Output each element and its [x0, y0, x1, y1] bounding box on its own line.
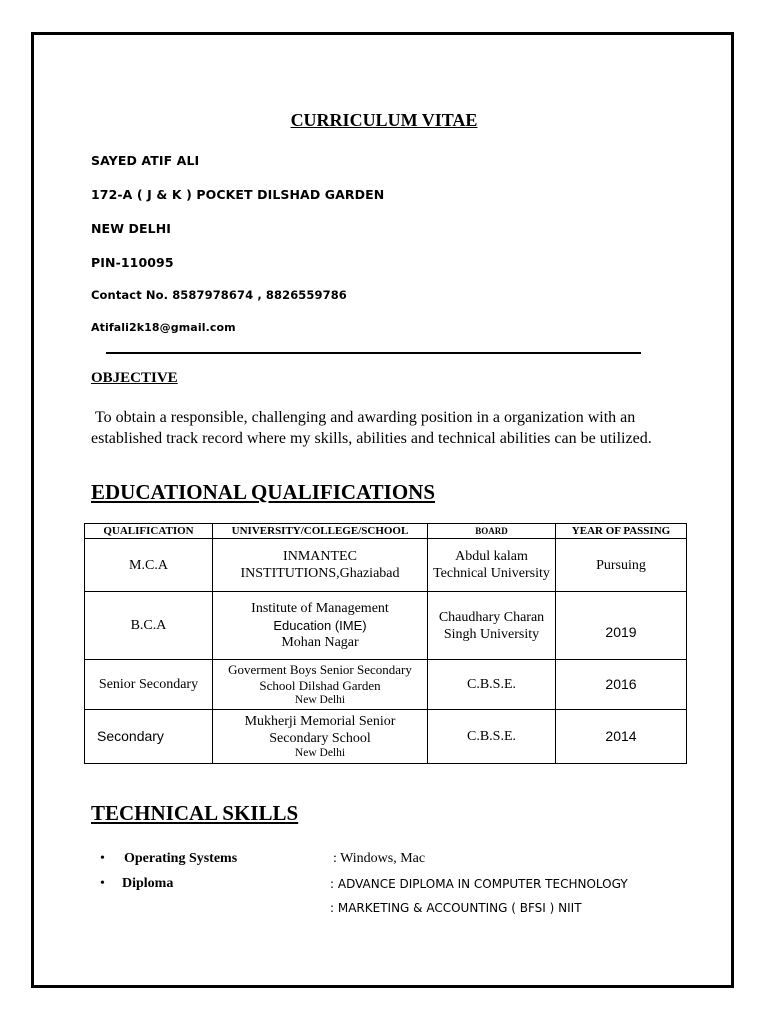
year-cell: 2014 [556, 710, 687, 764]
bullet-icon: • [100, 851, 105, 866]
skill-value: : MARKETING & ACCOUNTING ( BFSI ) NIIT [330, 901, 582, 915]
institution-line: Mohan Nagar [281, 635, 359, 650]
year-cell: 2019 [556, 592, 687, 660]
objective-text: To obtain a responsible, challenging and awarding position in a organization with an established track record where my skills, abilities and technical abilities can be utilized. [91, 409, 652, 447]
institution-cell [213, 592, 428, 660]
institution-line: Mukherji Memorial Senior Secondary School [244, 714, 396, 746]
contact-numbers: Contact No. 8587978674 , 8826559786 [91, 288, 347, 302]
objective-heading: OBJECTIVE [91, 370, 178, 386]
column-header: QUALIFICATION [85, 524, 213, 539]
institution-cell: INMANTEC INSTITUTIONS,Ghaziabad [213, 539, 428, 592]
education-heading: EDUCATIONAL QUALIFICATIONS [91, 480, 436, 504]
institution-cell [213, 660, 428, 710]
board-cell: C.B.S.E. [428, 660, 556, 710]
qualification-cell: Secondary [85, 710, 213, 764]
institution-line: New Delhi [294, 694, 346, 706]
skill-value: : ADVANCE DIPLOMA IN COMPUTER TECHNOLOGY [330, 877, 628, 891]
skill-label: Operating Systems [124, 851, 238, 866]
qualification-cell: M.C.A [85, 539, 213, 592]
board-cell: Chaudhary Charan Singh University [428, 592, 556, 660]
institution-cell [213, 710, 428, 764]
qualification-cell: Senior Secondary [85, 660, 213, 710]
email-address: Atifali2k18@gmail.com [91, 321, 236, 334]
technical-skills-heading: TECHNICAL SKILLS [91, 801, 299, 825]
address-line-2: NEW DELHI [91, 221, 172, 236]
skill-label: Diploma [122, 876, 174, 891]
column-header: YEAR OF PASSING [556, 524, 687, 539]
institution-line: Institute of Management [251, 601, 389, 616]
board-cell: C.B.S.E. [428, 710, 556, 764]
table-row [85, 592, 687, 660]
skill-value: : Windows, Mac [333, 851, 426, 866]
institution-line: Goverment Boys Senior Secondary School Dilshad Garden [228, 662, 412, 693]
bullet-icon: • [100, 876, 105, 891]
column-header: UNIVERSITY/COLLEGE/SCHOOL [213, 524, 428, 539]
table-row [85, 539, 687, 592]
address-line-1: 172-A ( J & K ) POCKET DILSHAD GARDEN [91, 187, 385, 202]
column-header: BOARD [428, 524, 556, 539]
institution-line: New Delhi [294, 747, 346, 759]
header-divider [106, 352, 641, 354]
pin-code: PIN-110095 [91, 255, 174, 270]
qualification-cell: B.C.A [85, 592, 213, 660]
table-row [85, 660, 687, 710]
year-cell: 2016 [556, 660, 687, 710]
board-cell: Abdul kalam Technical University [428, 539, 556, 592]
table-header-row [85, 524, 687, 539]
education-table [84, 523, 687, 764]
table-row [85, 710, 687, 764]
year-cell: Pursuing [556, 539, 687, 592]
institution-line: Education (IME) [273, 618, 367, 633]
page-border [31, 32, 734, 988]
candidate-name: SAYED ATIF ALI [91, 153, 200, 168]
document-title: CURRICULUM VITAE [290, 110, 478, 130]
